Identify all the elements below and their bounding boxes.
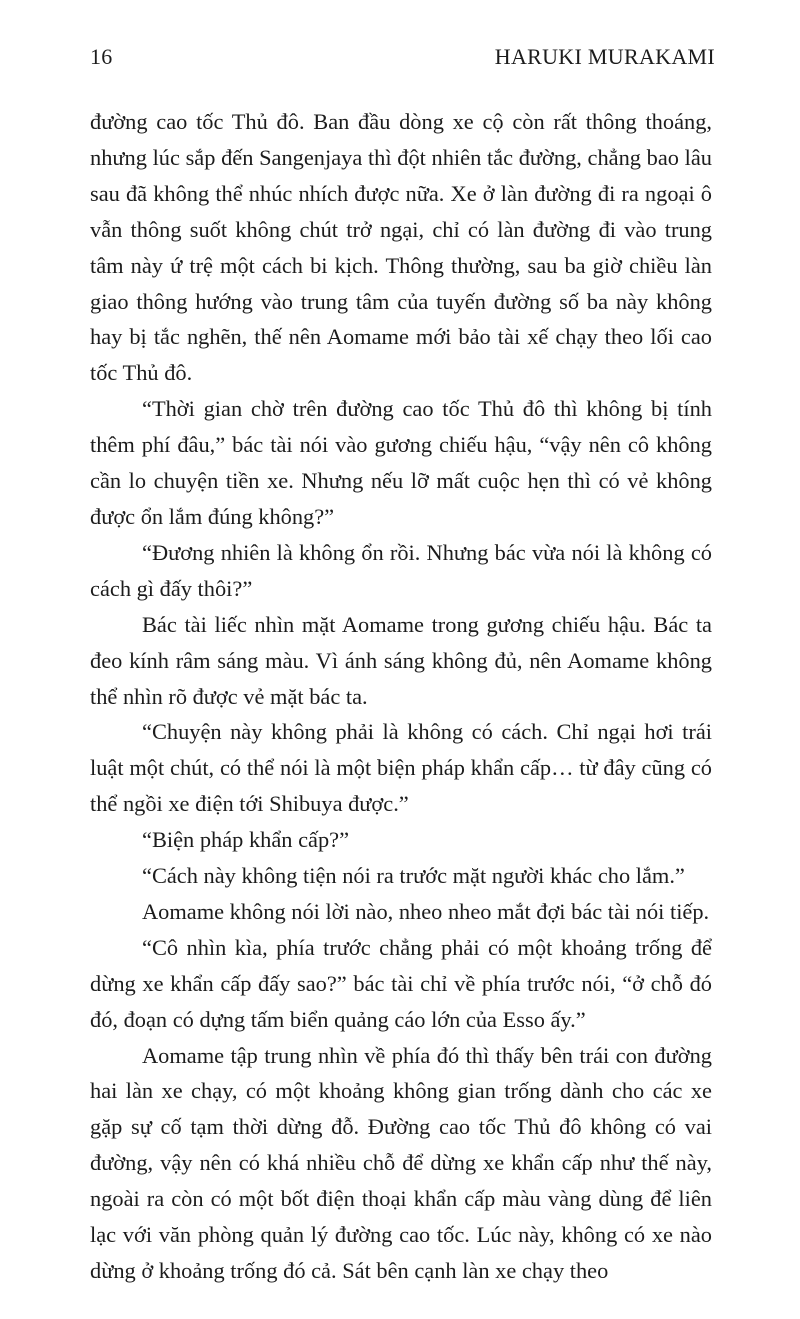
page-number: 16 [90, 44, 113, 69]
running-head-author: HARUKI MURAKAMI [494, 44, 715, 69]
paragraph: “Cách này không tiện nói ra trước mặt người khác cho lắm.” [142, 863, 685, 889]
paragraph: Aomame không nói lời nào, nheo nheo mắt đợi bác tài nói tiếp. [142, 898, 710, 924]
paragraph: Aomame tập trung nhìn về phía đó thì thấy bên trái con đường hai làn xe chạy, có một khoảng không gian trống dành cho các xe gặp sự cố tạm thời dừng đỗ. Đường cao tốc Thủ đô không có vai đường, vậy nên có khá nhiều chỗ để dừng xe khẩn cấp như thế này, ngoài ra còn có một bốt điện thoại khẩn cấp màu vàng dùng để liên lạc với văn phòng quản lý đường cao tốc. Lúc này, không có xe nào dừng ở khoảng trống đó cả. Sát bên cạnh làn xe chạy theo [90, 1042, 712, 1283]
paragraph-continued: đường cao tốc Thủ đô. Ban đầu dòng xe cộ còn rất thông thoáng, nhưng lúc sắp đến Sangenjaya thì đột nhiên tắc đường, chẳng bao lâu sau đã không thể nhúc nhích được nữa. Xe ở làn đường đi ra ngoại ô vẫn thông suốt không chút trở ngại, chỉ có làn đường đi vào trung tâm này ứ trệ một cách bi kịch. Thông thường, sau ba giờ chiều làn giao thông hướng vào trung tâm của tuyến đường số ba này không hay bị tắc nghẽn, thế nên Aomame mới bảo tài xế chạy theo lối cao tốc Thủ đô. [90, 109, 712, 386]
paragraph: Bác tài liếc nhìn mặt Aomame trong gương chiếu hậu. Bác ta đeo kính râm sáng màu. Vì ánh sáng không đủ, nên Aomame không thể nhìn rõ được vẻ mặt bác ta. [90, 611, 712, 709]
body-text [90, 104, 712, 1289]
paragraph: “Đương nhiên là không ổn rồi. Nhưng bác vừa nói là không có cách gì đấy thôi?” [90, 539, 712, 601]
paragraph: “Biện pháp khẩn cấp?” [142, 827, 350, 853]
paragraph: “Thời gian chờ trên đường cao tốc Thủ đô thì không bị tính thêm phí đâu,” bác tài nói vào gương chiếu hậu, “vậy nên cô không cần lo chuyện tiền xe. Nhưng nếu lỡ mất cuộc hẹn thì có vẻ không được ổn lắm đúng không?” [90, 396, 712, 529]
page-header [90, 44, 715, 76]
paragraph: “Cô nhìn kìa, phía trước chẳng phải có một khoảng trống để dừng xe khẩn cấp đấy sao?” bác tài chỉ về phía trước nói, “ở chỗ đó đó, đoạn có dựng tấm biển quảng cáo lớn của Esso ấy.” [90, 934, 712, 1032]
paragraph: “Chuyện này không phải là không có cách. Chỉ ngại hơi trái luật một chút, có thể nói là một biện pháp khẩn cấp… từ đây cũng có thể ngồi xe điện tới Shibuya được.” [90, 719, 712, 817]
